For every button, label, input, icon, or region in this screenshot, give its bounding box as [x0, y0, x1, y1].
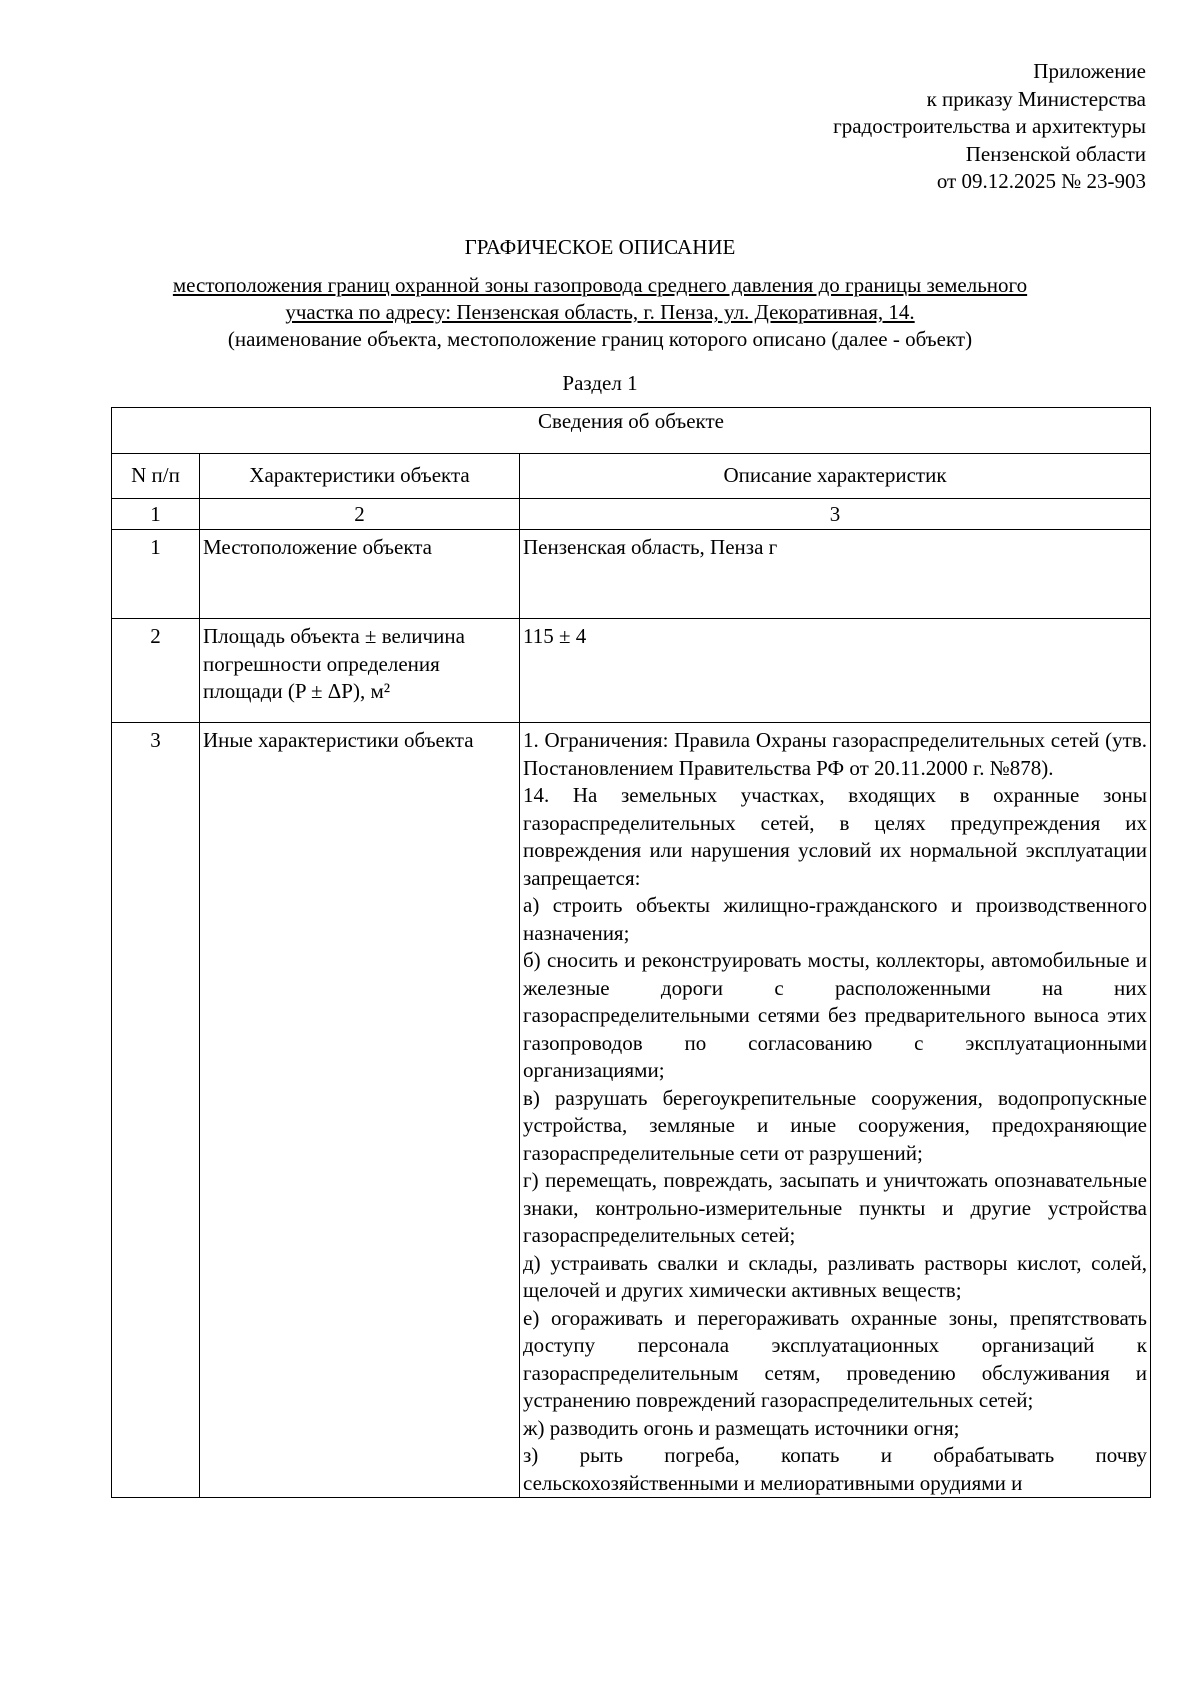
description-paragraph: б) сносить и реконструировать мосты, коллекторы, автомобильные и железные дороги с расположенными на них газораспределительными сетями без предварительного выноса этих газопроводов по согласованию с эксплуатационными организациями;	[523, 948, 1147, 1082]
document-subtitle	[100, 272, 1100, 353]
description-paragraph: г) перемещать, повреждать, засыпать и уничтожать опознавательные знаки, контрольно-измерительные пункты и другие устройства газораспределительных сетей;	[523, 1168, 1147, 1247]
table-row	[112, 723, 1151, 1498]
row-number: 2	[112, 619, 200, 723]
description-paragraph: 14. На земельных участках, входящих в охранные зоны газораспределительных сетей, в целях предупреждения их повреждения или нарушения условий их нормальной эксплуатации запрещается:	[523, 783, 1147, 890]
header-line: Пензенской области	[965, 141, 1146, 166]
header-line: от 09.12.2025 № 23-903	[936, 169, 1146, 193]
section-title: Раздел 1	[562, 371, 638, 395]
row-description: 115 ± 4	[520, 619, 1151, 723]
description-paragraph: в) разрушать берегоукрепительные сооружения, водопропускные устройства, земляные и иные сооружения, предохраняющие газораспределительные сети от разрушений;	[523, 1085, 1147, 1165]
row-description: Пензенская область, Пенза г	[520, 530, 1151, 619]
subtitle-note: (наименование объекта, местоположение границ которого описано (далее - объект)	[227, 327, 973, 351]
description-paragraph: а) строить объекты жилищно-гражданского и производственного назначения;	[523, 893, 1147, 945]
header-line: градостроительства и архитектуры	[833, 114, 1146, 138]
document-title: ГРАФИЧЕСКОЕ ОПИСАНИЕ	[464, 235, 736, 259]
column-number: 3	[520, 499, 1151, 530]
row-description	[520, 723, 1151, 1498]
object-info-table	[111, 407, 1151, 1498]
row-number: 1	[112, 530, 200, 619]
column-number: 2	[200, 499, 520, 530]
description-paragraph: е) огораживать и перегораживать охранные зоны, препятствовать доступу персонала эксплуатационных организаций к газораспределительным сетям, проведению обслуживания и устранению повреждений газораспределительных сетей;	[523, 1305, 1147, 1412]
table-caption: Сведения об объекте	[112, 408, 1151, 454]
description-paragraph: 1. Ограничения: Правила Охраны газораспределительных сетей (утв. Постановлением Правительства РФ от 20.11.2000 г. №878).	[523, 728, 1147, 780]
column-header: Характеристики объекта	[200, 454, 520, 499]
row-characteristic: Местоположение объекта	[200, 530, 520, 619]
column-header: Описание характеристик	[520, 454, 1151, 499]
header-line: к приказу Министерства	[926, 86, 1146, 111]
subtitle-line: местоположения границ охранной зоны газопровода среднего давления до границы земельного	[172, 273, 1028, 297]
description-paragraph: ж) разводить огонь и размещать источники огня;	[523, 1415, 960, 1440]
column-number: 1	[112, 499, 200, 530]
row-characteristic: Площадь объекта ± величина погрешности определения площади (P ± ΔP), м²	[200, 619, 520, 723]
appendix-header	[546, 58, 1146, 196]
description-paragraph: з) рыть погреба, копать и обрабатывать почву сельскохозяйственными и мелиоративными орудиями и	[523, 1443, 1147, 1495]
row-characteristic: Иные характеристики объекта	[200, 723, 520, 1498]
subtitle-line: участка по адресу: Пензенская область, г. Пенза, ул. Декоративная, 14.	[285, 300, 915, 324]
table-row	[112, 530, 1151, 619]
row-number: 3	[112, 723, 200, 1498]
table-row	[112, 619, 1151, 723]
description-paragraph: д) устраивать свалки и склады, разливать растворы кислот, солей, щелочей и других химически активных веществ;	[523, 1250, 1147, 1302]
column-header: N п/п	[112, 454, 200, 499]
header-line: Приложение	[1033, 59, 1146, 83]
